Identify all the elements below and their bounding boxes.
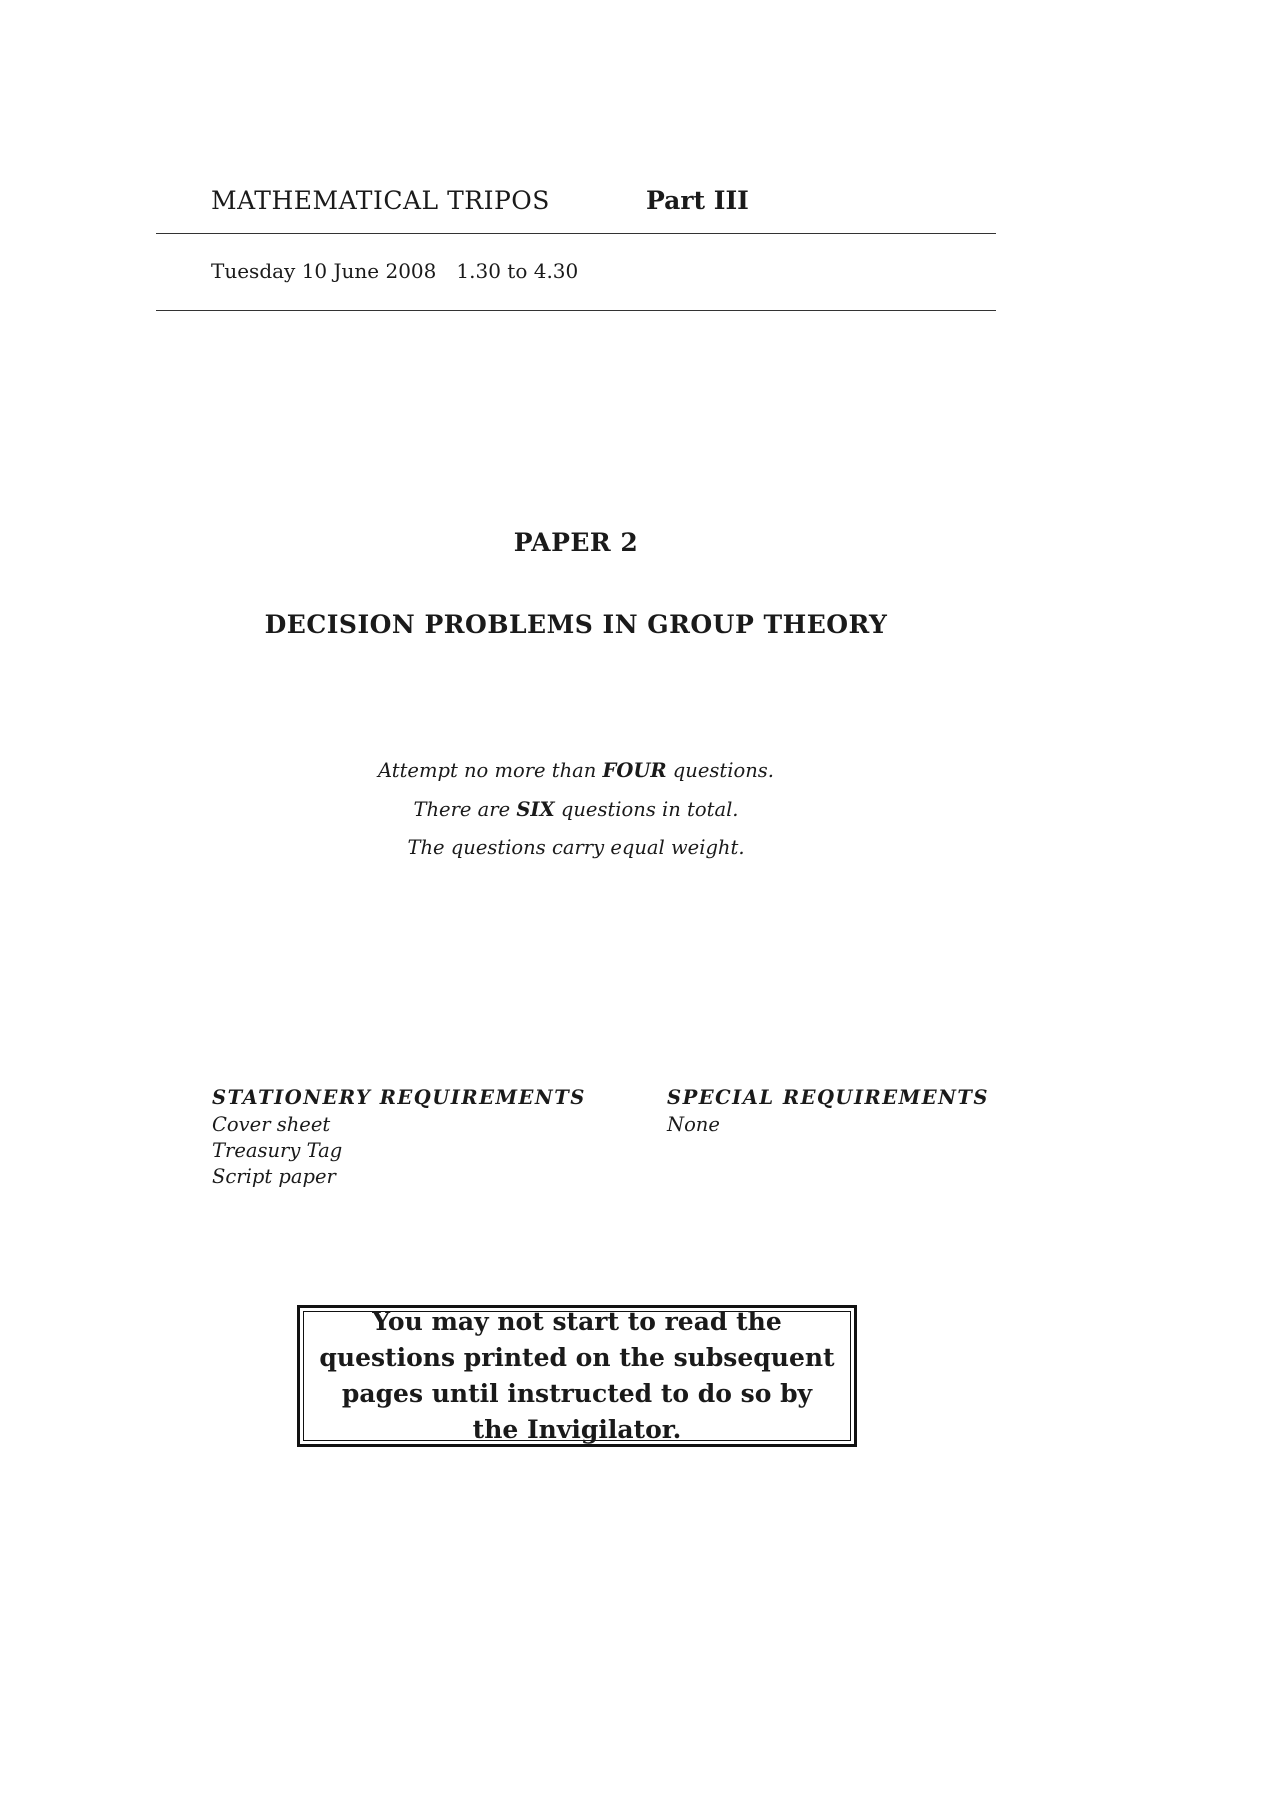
part-title: Part III [646,186,749,215]
instruction-text: Attempt no more than [378,759,603,782]
notice-inner-frame [303,1307,851,1444]
header-rule-top [156,233,996,234]
stationery-heading: STATIONERY REQUIREMENTS [212,1086,586,1109]
instruction-text: questions in total. [554,797,739,821]
special-item: None [667,1113,720,1136]
special-requirements [667,1084,989,1138]
instruction-emphasis: SIX [516,797,555,821]
invigilator-notice-text: You may not start to read the questions printed on the subsequent pages until instructed to do so by the Invigilator. [319,1307,835,1444]
stationery-requirements [212,1084,586,1190]
invigilator-notice-box [297,1305,857,1447]
special-heading: SPECIAL REQUIREMENTS [667,1086,989,1109]
stationery-item: Cover sheet [212,1113,331,1136]
exam-instructions [0,752,1152,868]
exam-date-time [211,259,578,283]
stationery-item: Treasury Tag [212,1139,343,1162]
instruction-text: questions. [666,759,774,782]
paper-number: PAPER 2 [513,528,639,557]
header-rule-bottom [156,310,996,311]
tripos-title: MATHEMATICAL TRIPOS [211,186,550,215]
stationery-item: Script paper [212,1165,336,1188]
instruction-line-attempt [0,752,1152,791]
instruction-line-total [0,791,1152,830]
exam-time: 1.30 to 4.30 [456,259,579,283]
instruction-line-weight: The questions carry equal weight. [407,836,745,859]
instruction-emphasis: FOUR [602,759,667,782]
instruction-text: There are [413,797,517,821]
exam-date: Tuesday 10 June 2008 [211,259,437,283]
paper-title: DECISION PROBLEMS IN GROUP THEORY [264,610,888,639]
